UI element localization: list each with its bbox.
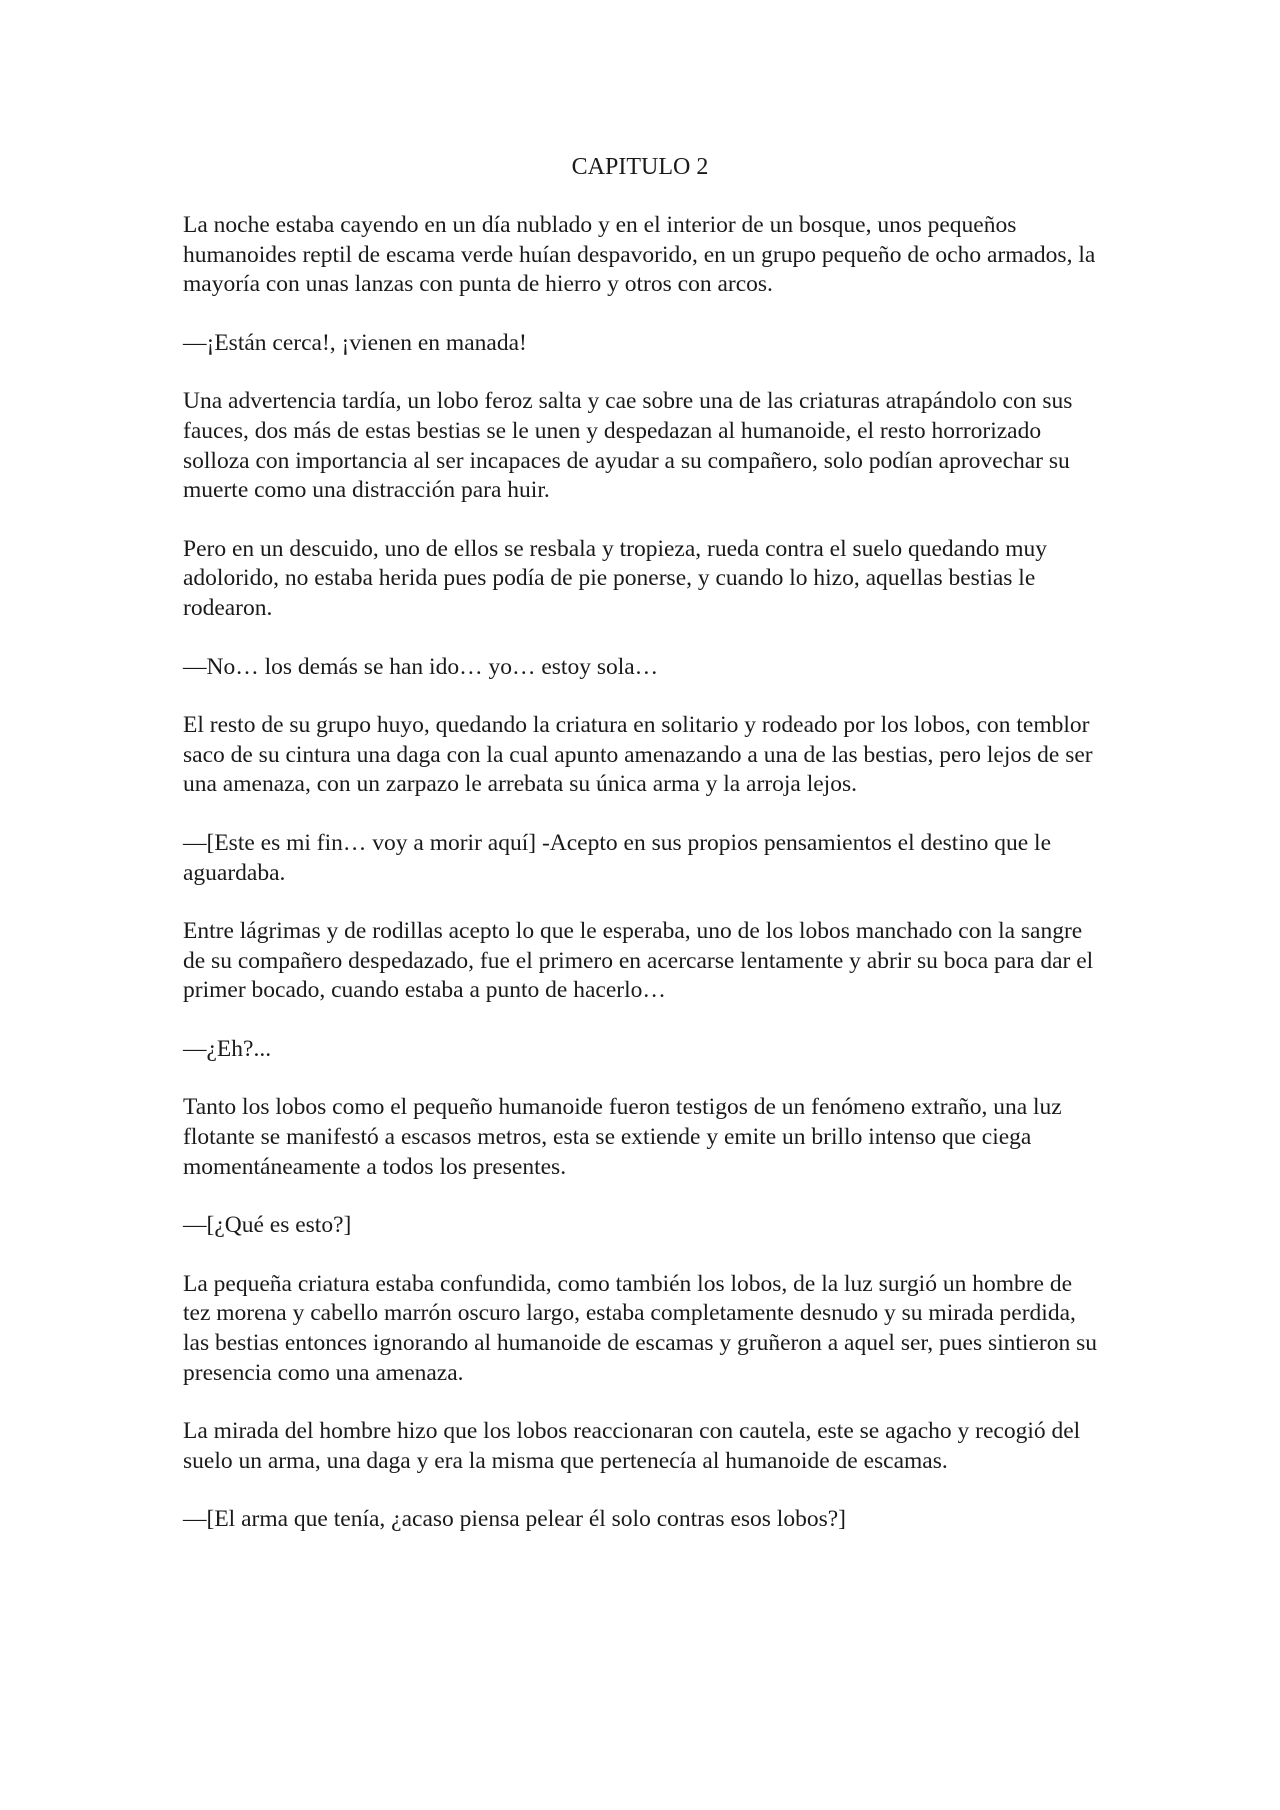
paragraph: El resto de su grupo huyo, quedando la criatura en solitario y rodeado por los lobos, con temblor saco de su cintura una daga con la cual apunto amenazando a una de las bestias, pero lejos de ser una amenaza, con un zarpazo le arrebata su única arma y la arroja lejos. [183, 712, 1093, 798]
paragraph: Tanto los lobos como el pequeño humanoide fueron testigos de un fenómeno extraño, una luz flotante se manifestó a escasos metros, esta se extiende y emite un brillo intenso que ciega momentáneamente a todos los presentes. [183, 1094, 1062, 1180]
paragraph: Una advertencia tardía, un lobo feroz salta y cae sobre una de las criaturas atrapándolo con sus fauces, dos más de estas bestias se le unen y despedazan al humanoide, el resto horrorizado solloza con importancia al ser incapaces de ayudar a su compañero, solo podían aprovechar su muerte como una distracción para huir. [183, 388, 1073, 504]
dialogue-line: —¿Eh?... [183, 1035, 272, 1062]
dialogue-line: —[Este es mi fin… voy a morir aquí] -Acepto en sus propios pensamientos el destino que le aguardaba. [183, 829, 1052, 886]
dialogue-line: —[El arma que tenía, ¿acaso piensa pelear él solo contras esos lobos?] [183, 1506, 846, 1533]
paragraph: La mirada del hombre hizo que los lobos reaccionaran con cautela, este se agacho y recogió del suelo un arma, una daga y era la misma que pertenecía al humanoide de escamas. [183, 1418, 1081, 1474]
paragraph: Pero en un descuido, uno de ellos se resbala y tropieza, rueda contra el suelo quedando muy adolorido, no estaba herida pues podía de pie ponerse, y cuando lo hizo, aquellas bestias le rodearon. [183, 535, 1048, 621]
dialogue-line: —No… los demás se han ido… yo… estoy sola… [183, 653, 659, 680]
chapter-title: CAPITULO 2 [571, 154, 709, 180]
dialogue-line: —¡Están cerca!, ¡vienen en manada! [183, 329, 527, 356]
paragraph: Entre lágrimas y de rodillas acepto lo que le esperaba, uno de los lobos manchado con la sangre de su compañero despedazado, fue el primero en acercarse lentamente y abrir su boca para dar el primer bocado, cuando estaba a punto de hacerlo… [183, 918, 1094, 1004]
paragraph: La noche estaba cayendo en un día nublado y en el interior de un bosque, unos pequeños humanoides reptil de escama verde huían despavorido, en un grupo pequeño de ocho armados, la mayoría con unas lanzas con punta de hierro y otros con arcos. [183, 212, 1096, 298]
dialogue-line: —[¿Qué es esto?] [183, 1212, 352, 1239]
paragraph: La pequeña criatura estaba confundida, como también los lobos, de la luz surgió un hombre de tez morena y cabello marrón oscuro largo, estaba completamente desnudo y su mirada perdida, las bestias entonces ignorando al humanoide de escamas y gruñeron a aquel ser, pues sintieron su presencia como una amenaza. [183, 1270, 1097, 1386]
chapter-body [183, 211, 1103, 1564]
